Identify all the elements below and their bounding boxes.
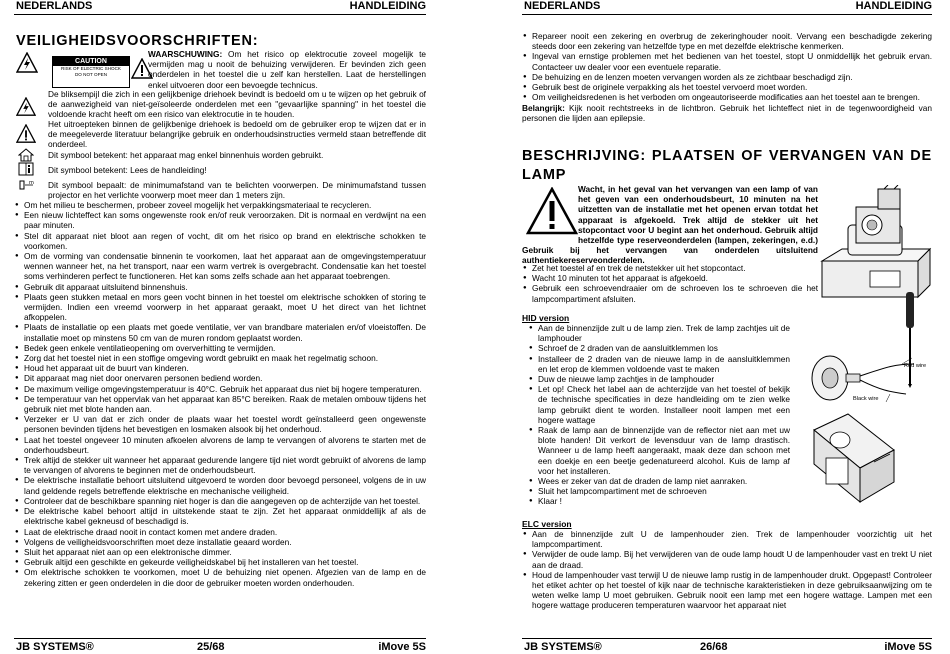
list-item: ● Gebruik een schroevendraaier om de schroeven los te schroeven die het lampcompartiment afsluiten. (522, 283, 818, 303)
hid-steps-list (528, 323, 790, 507)
important-label: Belangrijk: (522, 103, 565, 113)
list-item: ● Aan de binnenzijde zult U de lampenhouder zien. Trek de lampenhouder voorzichtig uit het lampcompartiment. (522, 529, 932, 549)
important-text: Kijk nooit rechtstreeks in de lichtbron. Gebruik het lichteffect niet in de tegenwoordigheid van personen die lijden aan epilepsie. (522, 103, 932, 124)
list-item: ● Ingeval van ernstige problemen met het bedienen van het toestel, stopt U onmiddellijk het gebruik ervan. Contacteer uw dealer voor een eventuele reparatie. (522, 51, 932, 71)
list-item: ● Klaar ! (528, 496, 790, 506)
list-item: ● De temperatuur van het oppervlak van het apparaat kan 85°C bereiken. Raak de metalen ombouw tijdens het gebruik niet met blote handen aan. (14, 394, 426, 414)
footer-page-number: 26/68 (700, 641, 728, 653)
right-page (522, 0, 932, 654)
min-distance-icon (18, 178, 36, 192)
list-item: ● Houd het apparaat uit de buurt van kinderen. (14, 363, 426, 373)
section-title-lamp: BESCHRIJVING: PLAATSEN OF VERVANGEN VAN DE (522, 148, 932, 164)
section-title: VEILIGHEIDSVOORSCHRIFTEN: (16, 33, 259, 49)
list-item: ● De elektrische kabel behoort altijd in uitstekende staat te zijn. Zet het apparaat onmiddellijk af als de elektrische kabel gekneusd of beschadigd is. (14, 506, 426, 526)
warning-label: WAARSCHUWING: (148, 49, 223, 59)
footer-model: iMove 5S (378, 641, 426, 653)
important-note (522, 103, 932, 123)
black-wire-label: Black wire (853, 396, 879, 402)
list-item: ● Om de vorming van condensatie binnenin te voorkomen, laat het apparaat aan de omgevingstemperatuur wennen wanneer het, na het transport, naar een warm vertrek is overgebracht. Condensatie kan het toestel soms verhinderen perfect te functioneren. Het kan soms zelfs schade aan het apparaat toebrengen. (14, 251, 426, 282)
section-title-lamp-cont: LAMP (522, 167, 567, 183)
lamp-warning-text (522, 184, 818, 266)
warning-text: Om het risico op elektrocutie zoveel mogelijk te vermijden mag u nooit de behuizing verwijderen. Er bevinden zich geen onderdelen in het toestel die u zelf kan herstellen. Laat de herstellingen enkel uitvoeren door een bevoegde technicus. (148, 49, 426, 90)
footer-model: iMove 5S (884, 641, 932, 653)
header-language: NEDERLANDS (524, 0, 601, 12)
list-item: ● Verzeker er U van dat er zich onder de plaats waar het toestel wordt geïnstalleerd geen ongewenste personen bevinden tijdens het bevestigen en losmaken alsook bij het onderhoud. (14, 414, 426, 434)
svg-text:m: m (29, 180, 34, 186)
list-item: ● Zorg dat het toestel niet in een stoffige omgeving wordt gebruikt en maak het regelmatig schoon. (14, 353, 426, 363)
list-item: ● Wees er zeker van dat de draden de lamp niet aanraken. (528, 476, 790, 486)
list-item: ● Om het milieu te beschermen, probeer zoveel mogelijk het verpakkingsmateriaal te recycleren. (14, 200, 426, 210)
elc-version-heading: ELC version (522, 519, 572, 529)
list-item: ● Laat de elektrische draad nooit in contact komen met andere draden. (14, 527, 426, 537)
list-item: ● Stel dit apparaat niet bloot aan regen of vocht, dit om het risico op brand en elektrische schokken te voorkomen. (14, 231, 426, 251)
list-item: ● Om veiligheidsredenen is het verboden om ongeautoriseerde modificaties aan het toestel aan te brengen. (522, 92, 932, 102)
list-item: ● Sluit het apparaat niet aan op een elektronische dimmer. (14, 547, 426, 557)
footer-page-number: 25/68 (197, 641, 225, 653)
caution-line-2: DO NOT OPEN (74, 72, 108, 77)
distance-symbol-text: Dit symbool bepaalt: de minimumafstand van te belichten voorwerpen. De minimumafstand tussen projector en het verlichte voorwerp moet meer dan 1 meters zijn. (48, 180, 426, 201)
read-manual-icon (18, 162, 34, 176)
list-item: ● De elektrische installatie behoort uitsluitend uitgevoerd te worden door bevoegd personeel, volgens de in uw land geldende regels betreffende elektrische en mechanische veiligheid. (14, 475, 426, 495)
list-item: ● Verwijder de oude lamp. Bij het verwijderen van de oude lamp houdt U de lampenhouder vast en trekt U niet aan de draad. (522, 549, 932, 569)
page-footer (522, 638, 932, 653)
left-page (14, 0, 426, 654)
list-item: ● Gebruik best de originele verpakking als het toestel vervoerd moet worden. (522, 82, 932, 92)
list-item: ● Sluit het lampcompartiment met de schroeven (528, 486, 790, 496)
list-item: ● Om elektrische schokken te voorkomen, moet U de behuizing niet openen. Afgezien van de lamp en de zekering zitten er geen onderdelen in die door de gebruiker moeten worden onderhouden. (14, 567, 426, 587)
list-item: ● Raak de lamp aan de binnenzijde van de reflector niet aan met uw blote handen! Dit verkort de levensduur van de lamp drastisch. Wanneer u de lamp heeft aangeraakt, maak deze dan schoon met een doekje en een beetje gedenatureerd alcohol. Kuis de lamp af voor het installeren. (528, 425, 790, 476)
list-item: ● Plaats de installatie op een plaats met goede ventilatie, ver van brandbare materialen en/of vloeistoffen. De installatie moet op minstens 50 cm van de muren rondom geplaatst worden. (14, 322, 426, 342)
safety-bullet-list (14, 200, 426, 588)
lightning-paragraph: De bliksempijl die zich in een gelijkbenige driehoek bevindt is bedoeld om u te wijzen op het gebruik of de aanwezigheid van niet-geïsoleerde onderdelen met een "gevaarlijke spanning" in het toestel die voldoende kracht heeft om een risico van elektrocutie in te houden. (48, 89, 426, 120)
list-item: ● De maximum veilige omgevingstemperatuur is 40°C. Gebruik het apparaat dus niet bij hogere temperaturen. (14, 384, 426, 394)
list-item: ● Schroef de 2 draden van de aansluitklemmen los (528, 343, 790, 353)
header-doc-type: HANDLEIDING (855, 0, 932, 12)
manual-symbol-text: Dit symbool betekent: Lees de handleiding! (48, 165, 207, 175)
list-item: ● Aan de binnenzijde zult u de lamp zien. Trek de lamp zachtjes uit de lamphouder (528, 323, 790, 343)
lightning-warning-icon (16, 52, 38, 74)
exclamation-paragraph: Het uitroepteken binnen de gelijkbenige driehoek is bedoeld om de gebruiker erop te wijzen dat er in de meegeleverde literatuur belangrijke gebruik en onderhoudsinstructies vermeld staan betreffende dit onderdeel. (48, 119, 426, 150)
list-item: ● De behuizing en de lenzen moeten vervangen worden als ze zichtbaar beschadigd zijn. (522, 72, 932, 82)
list-item: ● Plaats geen stukken metaal en mors geen vocht binnen in het toestel om elektrische schokken of storing te vermijden. Indien een vreemd voorwerp in het apparaat geraakt, moet U het direct van het lichtnet afkoppelen. (14, 292, 426, 323)
list-item: ● Volgens de veiligheidsvoorschriften moet deze installatie geaard worden. (14, 537, 426, 547)
red-wire-label: Red wire (904, 363, 927, 369)
list-item: ● Installeer de 2 draden van de nieuwe lamp in de aansluitklemmen en let erop de klemmen voldoende vast te maken (528, 354, 790, 374)
list-item: ● Laat het toestel ongeveer 10 minuten afkoelen alvorens de lamp te vervangen of alvorens te starten met de onderhoudsbeurt. (14, 435, 426, 455)
list-item: ● Wacht 10 minuten tot het apparaat is afgekoeld. (522, 273, 818, 283)
indoor-use-icon (18, 148, 34, 162)
lamp-holder-illustration (804, 410, 904, 506)
elc-steps-list (522, 529, 932, 611)
warning-paragraph (148, 49, 426, 90)
header-doc-type: HANDLEIDING (349, 0, 426, 12)
safety-bullet-list-continued (522, 31, 932, 102)
page-header (522, 0, 932, 15)
list-item: ● Dit apparaat mag niet door onervaren personen bediend worden. (14, 373, 426, 383)
page-header (14, 0, 426, 15)
list-item: ● Zet het toestel af en trek de netstekker uit het stopcontact. (522, 263, 818, 273)
footer-brand: JB SYSTEMS® (16, 641, 94, 653)
list-item: ● Trek altijd de stekker uit wanneer het apparaat gedurende langere tijd niet wordt gebruikt of alvorens de lamp te vervangen of alvorens te beginnen met de onderhoudsbeurt. (14, 455, 426, 475)
indoor-symbol-text: Dit symbool betekent: het apparaat mag enkel binnenhuis worden gebruikt. (48, 150, 324, 160)
lightning-triangle-icon (16, 97, 36, 117)
moving-head-illustration (818, 185, 932, 307)
list-item: ● Let op! Check het label aan de achterzijde van het toestel of bekijk de technische specificaties in deze handleiding om te zien welke lamp gebruikt dient te worden. Installeer nooit lampen met een hogere wattage (528, 384, 790, 425)
list-item: ● Houd de lampenhouder vast terwijl U de nieuwe lamp rustig in de lampenhouder drukt. Opgepast! Controleer het etiket achter op het toestel of kijk naar de technische karakteristieken in deze gebruiksaanwijzing om te weten welke lamp U moet gebruiken. Gebruik nooit een lamp met een hogere wattage. Lampen met een hogere wattage produceren temperaturen waarvoor het apparaat niet (522, 570, 932, 611)
list-item: ● Een nieuw lichteffect kan soms ongewenste rook en/of reuk veroorzaken. Dit is normaal en verdwijnt na een paar minuten. (14, 210, 426, 230)
list-item: ● Gebruik dit apparaat uitsluitend binnenshuis. (14, 282, 426, 292)
header-language: NEDERLANDS (16, 0, 93, 12)
caution-word: CAUTION (53, 57, 129, 66)
list-item: ● Repareer nooit een zekering en overbrug de zekeringhouder nooit. Vervang een beschadigde zekering steeds door een zekering van hetzelfde type en met dezelfde elektrische kenmerken. (522, 31, 932, 51)
caution-label (52, 56, 130, 88)
page-footer (14, 638, 426, 653)
exclamation-triangle-icon (16, 124, 36, 144)
list-item: ● Gebruik altijd een geschikte en gekeurde veiligheidskabel bij het installeren van het toestel. (14, 557, 426, 567)
hid-version-heading: HID version (522, 313, 570, 323)
lamp-steps-list (522, 263, 818, 304)
footer-brand: JB SYSTEMS® (524, 641, 602, 653)
list-item: ● Controleer dat de beschikbare spanning niet hoger is dan die aangegeven op de achterzijde van het toestel. (14, 496, 426, 506)
lamp-warning-body: Wacht, in het geval van het vervangen van een lamp of van het geven van een onderhoudsbeurt, 10 minuten na het uitzetten van de installatie met het openen ervan totdat het apparaat is afgekoeld. Trek altijd de stekker uit het stopcontact voor U begint aan het onderhoud. Gebruik altijd hetzelfde type reserveonderdelen (lampen, zekeringen, e.d.) Gebruik bij het vervangen van onderdelen uitsluitend authentiekereserveonderdelen. (522, 184, 818, 266)
caution-line-1: RISK OF ELECTRIC SHOCK (61, 66, 121, 71)
list-item: ● Duw de nieuwe lamp zachtjes in de lamphouder (528, 374, 790, 384)
list-item: ● Bedek geen enkele ventilatieopening om oververhitting te vermijden. (14, 343, 426, 353)
